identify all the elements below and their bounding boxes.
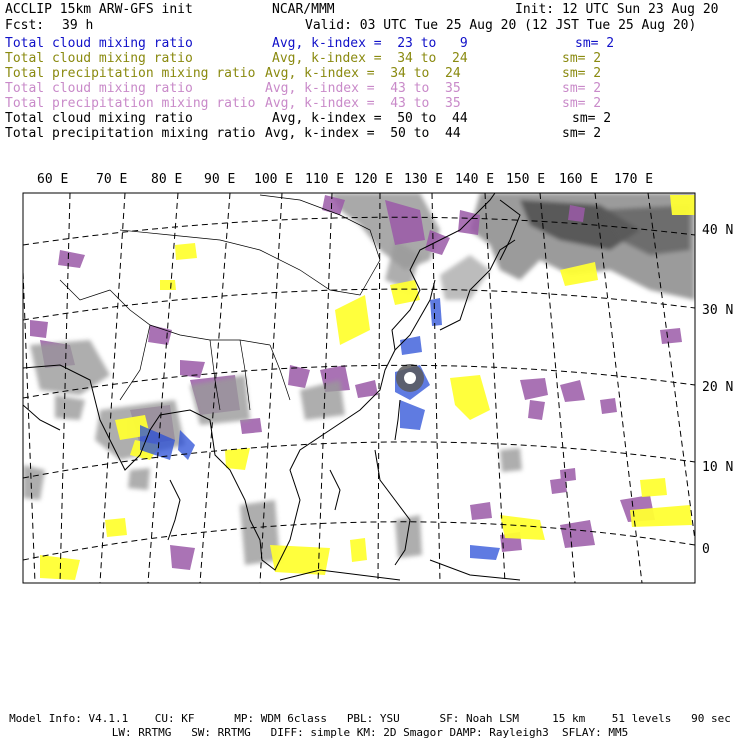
field-legend-row bbox=[5, 111, 740, 126]
field-legend-row bbox=[5, 126, 740, 141]
field-legend-row bbox=[5, 81, 740, 96]
field-smoothing: sm= 2 bbox=[562, 96, 602, 111]
field-legend-row bbox=[5, 96, 740, 111]
model-title: ACCLIP 15km ARW-GFS init bbox=[5, 2, 193, 17]
lon-label-80e: 80 E bbox=[151, 172, 183, 187]
field-k-index-range: Avg, k-index = 23 to 9 bbox=[272, 36, 468, 51]
lon-label-170e: 170 E bbox=[614, 172, 654, 187]
field-smoothing: sm= 2 bbox=[562, 126, 602, 141]
field-name: Total cloud mixing ratio bbox=[5, 81, 193, 96]
field-k-index-range: Avg, k-index = 34 to 24 bbox=[272, 51, 468, 66]
lon-label-60e: 60 E bbox=[37, 172, 69, 187]
lon-label-110e: 110 E bbox=[305, 172, 345, 187]
field-k-index-range: Avg, k-index = 43 to 35 bbox=[265, 96, 461, 111]
lon-label-150e: 150 E bbox=[506, 172, 546, 187]
lat-label-equator: 0 bbox=[702, 542, 710, 557]
field-k-index-range: Avg, k-index = 50 to 44 bbox=[265, 126, 461, 141]
lon-label-100e: 100 E bbox=[254, 172, 294, 187]
forecast-label: Fcst: bbox=[5, 18, 45, 33]
field-name: Total precipitation mixing ratio bbox=[5, 66, 256, 81]
model-info-line: Model Info: V4.1.1 CU: KF MP: WDM 6class PBL: YSU SF: Noah LSM 15 km 51 levels 90 sec bbox=[9, 712, 731, 725]
valid-time: Valid: 03 UTC Tue 25 Aug 20 (12 JST Tue 25 Aug 20) bbox=[305, 18, 697, 33]
lat-label-20n: 20 N bbox=[702, 380, 734, 395]
field-name: Total cloud mixing ratio bbox=[5, 36, 193, 51]
field-name: Total cloud mixing ratio bbox=[5, 111, 193, 126]
field-name: Total cloud mixing ratio bbox=[5, 51, 193, 66]
lat-label-40n: 40 N bbox=[702, 223, 734, 238]
physics-info-line: LW: RRTMG SW: RRTMG DIFF: simple KM: 2D Smagor DAMP: Rayleigh3 SFLAY: MM5 bbox=[111, 726, 629, 739]
field-smoothing: sm= 2 bbox=[575, 36, 615, 51]
lon-label-120e: 120 E bbox=[354, 172, 394, 187]
field-k-index-range: Avg, k-index = 50 to 44 bbox=[272, 111, 468, 126]
typhoon-eye bbox=[396, 364, 424, 392]
organization-label: NCAR/MMM bbox=[272, 2, 335, 17]
field-k-index-range: Avg, k-index = 43 to 35 bbox=[265, 81, 461, 96]
field-legend-row bbox=[5, 36, 740, 51]
weather-map bbox=[0, 160, 740, 600]
init-time: Init: 12 UTC Sun 23 Aug 20 bbox=[515, 2, 719, 17]
lon-label-140e: 140 E bbox=[455, 172, 495, 187]
field-legend-row bbox=[5, 66, 740, 81]
field-smoothing: sm= 2 bbox=[562, 81, 602, 96]
field-smoothing: sm= 2 bbox=[562, 66, 602, 81]
field-smoothing: sm= 2 bbox=[572, 111, 612, 126]
field-smoothing: sm= 2 bbox=[562, 51, 602, 66]
forecast-hour: 39 h bbox=[62, 18, 94, 33]
lat-label-30n: 30 N bbox=[702, 303, 734, 318]
field-name: Total precipitation mixing ratio bbox=[5, 126, 256, 141]
lon-label-130e: 130 E bbox=[404, 172, 444, 187]
field-legend-row bbox=[5, 51, 740, 66]
lon-label-70e: 70 E bbox=[96, 172, 128, 187]
field-name: Total precipitation mixing ratio bbox=[5, 96, 256, 111]
field-k-index-range: Avg, k-index = 34 to 24 bbox=[265, 66, 461, 81]
lon-label-160e: 160 E bbox=[559, 172, 599, 187]
lon-label-90e: 90 E bbox=[204, 172, 236, 187]
lat-label-10n: 10 N bbox=[702, 460, 734, 475]
